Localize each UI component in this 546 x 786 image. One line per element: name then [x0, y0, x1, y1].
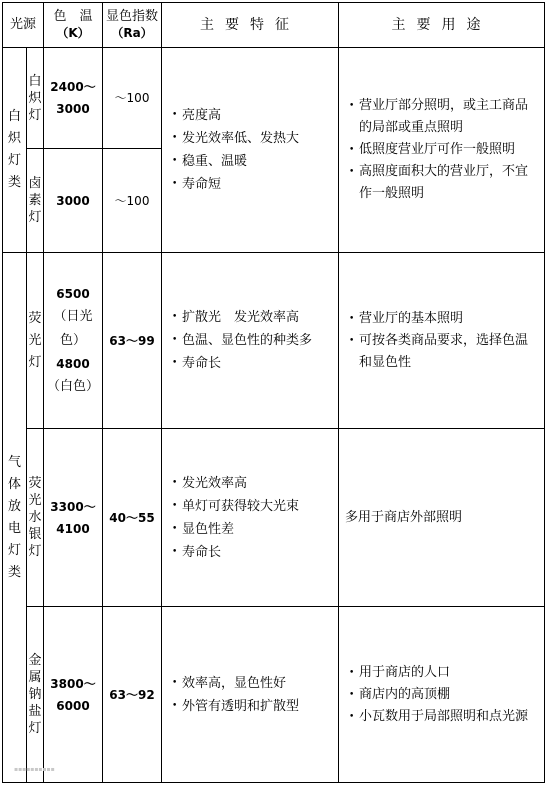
feature-item: • 色温、显色性的种类多: [182, 329, 338, 352]
header-source: 光源: [3, 3, 44, 48]
use-item: • 可按各类商品要求，选择色温和显色性: [359, 330, 544, 374]
group-gas-discharge: [3, 253, 27, 783]
temp-line: 3300～: [50, 499, 96, 514]
source-name: 金属钠盐灯: [28, 653, 42, 736]
uses-cell: 多用于商店外部照明: [339, 429, 545, 607]
uses-list: [339, 95, 544, 205]
color-temp-cell: [44, 607, 103, 783]
features-list: [162, 672, 338, 718]
use-item: • 营业厅部分照明，或主工商品的局部或重点照明: [359, 95, 544, 139]
use-item: • 高照度面积大的营业厅，不宜作一般照明: [359, 161, 544, 205]
header-cri-unit: （Ra）: [111, 26, 153, 40]
use-item: • 小瓦数用于局部照明和点光源: [359, 706, 544, 728]
header-uses: 主要用途: [339, 3, 545, 48]
feature-item: • 单灯可获得较大光束: [182, 495, 338, 518]
use-item: • 低照度营业厅可作一般照明: [359, 139, 544, 161]
temp-line: 4100: [56, 521, 90, 536]
temp-line: 3800～: [50, 676, 96, 691]
source-name: 白炽灯: [28, 73, 42, 123]
use-item: • 商店内的高顶棚: [359, 684, 544, 706]
header-temp-unit: （K）: [56, 26, 90, 40]
header-temp-label: 色 温: [53, 9, 93, 24]
source-name-cell: [27, 253, 44, 429]
feature-item: • 寿命长: [182, 352, 338, 375]
header-color-rendering-index: [103, 3, 162, 48]
feature-item: • 寿命长: [182, 541, 338, 564]
cri-cell: ～100: [103, 48, 162, 149]
watermark: ▪▪▪▪▪▪▪▪▪▪: [14, 766, 55, 773]
source-name: 荧光灯: [28, 310, 42, 370]
feature-item: • 寿命短: [182, 173, 338, 196]
features-list: [162, 472, 338, 564]
features-list: [162, 306, 338, 375]
source-name-cell: [27, 429, 44, 607]
feature-item: • 效率高，显色性好: [182, 672, 338, 695]
temp-line: 3000: [56, 193, 90, 208]
header-cri-label: 显色指数: [105, 9, 158, 24]
features-list: [162, 104, 338, 196]
feature-item: • 显色性差: [182, 518, 338, 541]
temp-line: 6500: [56, 286, 90, 301]
uses-list: [339, 662, 544, 728]
table-row: [3, 253, 545, 429]
uses-cell: [339, 253, 545, 429]
source-name-cell: [27, 48, 44, 149]
header-features: 主要特征: [162, 3, 339, 48]
lighting-table: [2, 2, 545, 783]
features-cell: [162, 253, 339, 429]
color-temp-cell: [44, 149, 103, 253]
cri-cell: ～100: [103, 149, 162, 253]
source-name: 荧光水银灯: [28, 476, 42, 559]
table-row: [3, 48, 545, 149]
color-temp-cell: [44, 429, 103, 607]
temp-line: （白色）: [46, 378, 99, 394]
feature-item: • 稳重、温暖: [182, 150, 338, 173]
uses-cell: [339, 607, 545, 783]
source-name-cell: [27, 149, 44, 253]
temp-line: 4800: [56, 356, 90, 371]
features-cell: [162, 607, 339, 783]
cri-cell: 63～99: [103, 253, 162, 429]
feature-item: • 外管有透明和扩散型: [182, 695, 338, 718]
uses-cell: [339, 48, 545, 253]
source-name-cell: [27, 607, 44, 783]
source-name: 卤素灯: [28, 176, 42, 225]
temp-line: 3000: [56, 102, 90, 116]
feature-item: • 亮度高: [182, 104, 338, 127]
group-gas-discharge-label: 气体放电灯类: [8, 454, 22, 580]
uses-list: [339, 308, 544, 374]
cri-cell: 63～92: [103, 607, 162, 783]
color-temp-cell: [44, 48, 103, 149]
color-temp-cell: [44, 253, 103, 429]
temp-line: 2400～: [50, 80, 96, 94]
temp-line: 6000: [56, 698, 90, 713]
temp-line: （日光色）: [53, 308, 93, 348]
table-row: [3, 429, 545, 607]
header-color-temperature: [44, 3, 103, 48]
table-row: [3, 607, 545, 783]
cri-cell: 40～55: [103, 429, 162, 607]
group-incandescent-label: 白炽灯类: [8, 109, 22, 190]
feature-item: • 扩散光 发光效率高: [182, 306, 338, 329]
group-incandescent: [3, 48, 27, 253]
use-item: • 营业厅的基本照明: [359, 308, 544, 330]
features-cell: [162, 429, 339, 607]
header-row: [3, 3, 545, 48]
feature-item: • 发光效率低、发热大: [182, 127, 338, 150]
features-cell: [162, 48, 339, 253]
use-item: • 用于商店的人口: [359, 662, 544, 684]
feature-item: • 发光效率高: [182, 472, 338, 495]
